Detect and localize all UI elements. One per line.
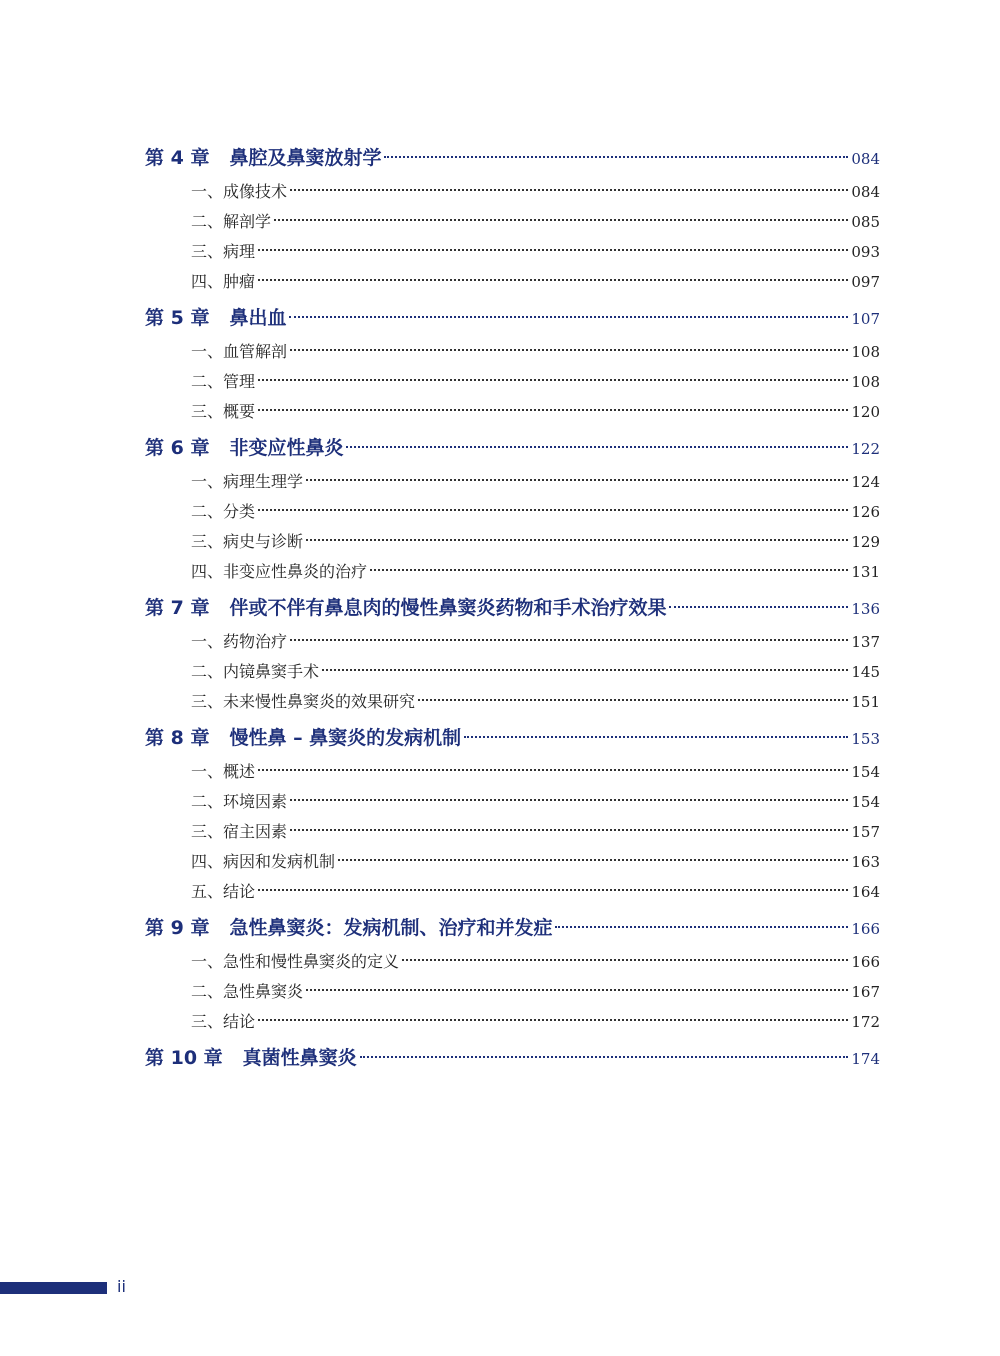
dot-leader [360, 1056, 849, 1058]
chapter-title: 鼻出血 [229, 307, 287, 329]
section-entry[interactable] [145, 1009, 880, 1039]
page-folio: ii [117, 1277, 126, 1296]
chapter-block [145, 723, 880, 909]
dot-leader [464, 736, 848, 738]
dot-leader [346, 446, 848, 448]
dot-leader [274, 219, 848, 221]
dot-leader [418, 699, 848, 701]
section-title: 三、宿主因素 [191, 822, 288, 841]
section-entry[interactable] [145, 759, 880, 789]
dot-leader [669, 606, 848, 608]
dot-leader [306, 539, 848, 541]
section-title: 一、概述 [191, 762, 256, 781]
section-page-number: 084 [851, 183, 880, 201]
chapter-title: 非变应性鼻炎 [229, 437, 344, 459]
section-title: 二、分类 [191, 502, 256, 521]
chapter-page-number: 107 [851, 310, 880, 328]
section-title: 三、未来慢性鼻窦炎的效果研究 [191, 692, 416, 711]
chapter-page-number: 174 [851, 1050, 880, 1068]
chapter-entry[interactable] [145, 913, 880, 949]
dot-leader [258, 889, 848, 891]
chapter-number: 第 7 章 [145, 597, 210, 619]
section-page-number: 093 [851, 243, 880, 261]
table-of-contents [145, 143, 880, 1083]
chapter-block [145, 913, 880, 1039]
chapter-title: 真菌性鼻窦炎 [242, 1047, 357, 1069]
section-page-number: 131 [851, 563, 880, 581]
dot-leader [322, 669, 848, 671]
section-entry[interactable] [145, 179, 880, 209]
chapter-entry[interactable] [145, 1043, 880, 1079]
dot-leader [370, 569, 848, 571]
chapter-entry[interactable] [145, 143, 880, 179]
section-title: 四、病因和发病机制 [191, 852, 336, 871]
section-page-number: 108 [851, 373, 880, 391]
section-title: 二、解剖学 [191, 212, 272, 231]
section-entry[interactable] [145, 819, 880, 849]
chapter-page-number: 136 [851, 600, 880, 618]
dot-leader [258, 379, 848, 381]
chapter-page-number: 122 [851, 440, 880, 458]
section-page-number: 097 [851, 273, 880, 291]
section-title: 二、环境因素 [191, 792, 288, 811]
section-page-number: 154 [851, 763, 880, 781]
chapter-title: 慢性鼻 – 鼻窦炎的发病机制 [229, 727, 462, 749]
dot-leader [306, 989, 848, 991]
section-entry[interactable] [145, 629, 880, 659]
section-entry[interactable] [145, 879, 880, 909]
section-entry[interactable] [145, 499, 880, 529]
dot-leader [402, 959, 848, 961]
section-title: 四、肿瘤 [191, 272, 256, 291]
chapter-page-number: 166 [851, 920, 880, 938]
section-entry[interactable] [145, 239, 880, 269]
chapter-block [145, 593, 880, 719]
section-title: 二、急性鼻窦炎 [191, 982, 304, 1001]
chapter-title: 急性鼻窦炎：发病机制、治疗和并发症 [229, 917, 553, 939]
chapter-number: 第 6 章 [145, 437, 210, 459]
section-page-number: 151 [851, 693, 880, 711]
dot-leader [290, 189, 848, 191]
chapter-entry[interactable] [145, 303, 880, 339]
section-entry[interactable] [145, 269, 880, 299]
section-page-number: 154 [851, 793, 880, 811]
section-page-number: 137 [851, 633, 880, 651]
section-page-number: 164 [851, 883, 880, 901]
section-entry[interactable] [145, 529, 880, 559]
section-entry[interactable] [145, 339, 880, 369]
section-title: 三、概要 [191, 402, 256, 421]
chapter-page-number: 084 [851, 150, 880, 168]
dot-leader [290, 829, 848, 831]
section-entry[interactable] [145, 979, 880, 1009]
dot-leader [258, 509, 848, 511]
footer-bar [0, 1282, 107, 1294]
chapter-number: 第 4 章 [145, 147, 210, 169]
chapter-number: 第 5 章 [145, 307, 210, 329]
section-page-number: 124 [851, 473, 880, 491]
section-title: 三、病史与诊断 [191, 532, 304, 551]
dot-leader [258, 249, 848, 251]
dot-leader [289, 316, 848, 318]
section-page-number: 129 [851, 533, 880, 551]
section-entry[interactable] [145, 399, 880, 429]
dot-leader [258, 409, 848, 411]
section-page-number: 085 [851, 213, 880, 231]
dot-leader [258, 279, 848, 281]
section-title: 三、病理 [191, 242, 256, 261]
dot-leader [258, 769, 848, 771]
chapter-number: 第 10 章 [145, 1047, 223, 1069]
section-title: 四、非变应性鼻炎的治疗 [191, 562, 368, 581]
dot-leader [384, 156, 848, 158]
section-title: 三、结论 [191, 1012, 256, 1031]
section-entry[interactable] [145, 469, 880, 499]
section-title: 一、药物治疗 [191, 632, 288, 651]
section-page-number: 126 [851, 503, 880, 521]
dot-leader [555, 926, 848, 928]
dot-leader [306, 479, 848, 481]
section-page-number: 120 [851, 403, 880, 421]
section-entry[interactable] [145, 849, 880, 879]
chapter-title: 伴或不伴有鼻息肉的慢性鼻窦炎药物和手术治疗效果 [229, 597, 667, 619]
chapter-number: 第 8 章 [145, 727, 210, 749]
section-entry[interactable] [145, 689, 880, 719]
dot-leader [258, 1019, 848, 1021]
section-title: 五、结论 [191, 882, 256, 901]
chapter-block [145, 1043, 880, 1079]
dot-leader [338, 859, 848, 861]
section-entry[interactable] [145, 369, 880, 399]
chapter-entry[interactable] [145, 723, 880, 759]
section-page-number: 145 [851, 663, 880, 681]
section-title: 一、急性和慢性鼻窦炎的定义 [191, 952, 400, 971]
section-title: 一、病理生理学 [191, 472, 304, 491]
chapter-entry[interactable] [145, 433, 880, 469]
chapter-block [145, 303, 880, 429]
section-page-number: 157 [851, 823, 880, 841]
chapter-page-number: 153 [851, 730, 880, 748]
dot-leader [290, 349, 848, 351]
section-title: 一、血管解剖 [191, 342, 288, 361]
section-title: 二、管理 [191, 372, 256, 391]
section-entry[interactable] [145, 559, 880, 589]
chapter-block [145, 433, 880, 589]
section-page-number: 163 [851, 853, 880, 871]
chapter-title: 鼻腔及鼻窦放射学 [229, 147, 382, 169]
section-title: 一、成像技术 [191, 182, 288, 201]
chapter-block [145, 143, 880, 299]
dot-leader [290, 799, 848, 801]
section-page-number: 108 [851, 343, 880, 361]
section-page-number: 166 [851, 953, 880, 971]
section-entry[interactable] [145, 949, 880, 979]
section-entry[interactable] [145, 209, 880, 239]
chapter-entry[interactable] [145, 593, 880, 629]
section-entry[interactable] [145, 789, 880, 819]
dot-leader [290, 639, 848, 641]
section-title: 二、内镜鼻窦手术 [191, 662, 320, 681]
chapter-number: 第 9 章 [145, 917, 210, 939]
section-page-number: 167 [851, 983, 880, 1001]
section-entry[interactable] [145, 659, 880, 689]
section-page-number: 172 [851, 1013, 880, 1031]
